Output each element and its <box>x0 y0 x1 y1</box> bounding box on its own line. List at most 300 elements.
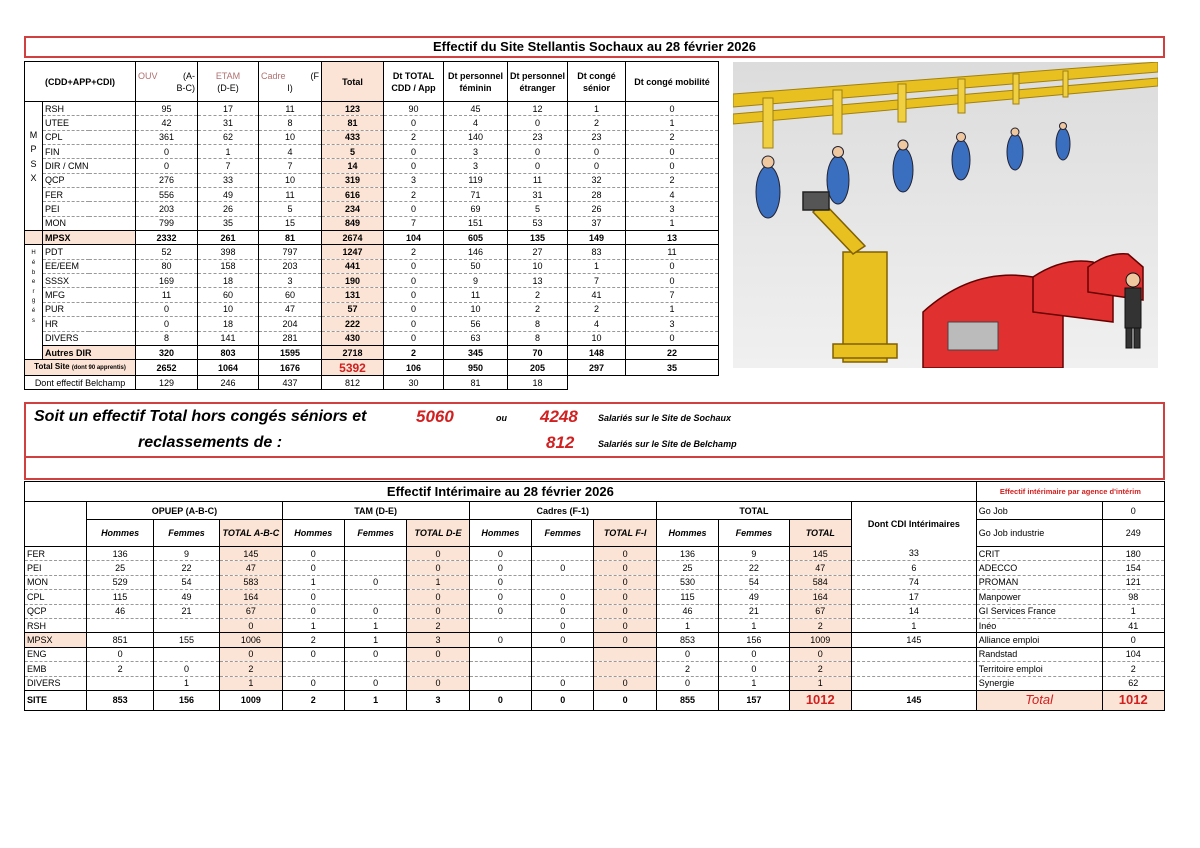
tf-cell <box>344 547 406 561</box>
h-cell: 853 <box>656 633 718 647</box>
group-letter: b <box>31 269 36 276</box>
oh-cell: 25 <box>87 561 153 575</box>
ot-cell: 1 <box>220 676 282 690</box>
all-total: TOTAL <box>789 520 851 547</box>
table-row <box>25 604 1165 618</box>
fem-cell: 63 <box>444 331 508 345</box>
ct-cell: 0 <box>594 590 656 604</box>
sen-cell: 28 <box>568 188 626 202</box>
cadre-cell: 1676 <box>259 360 322 376</box>
dept-cell: RSH <box>25 618 87 632</box>
cdi-cell <box>851 647 976 661</box>
etr-cell: 31 <box>508 188 568 202</box>
cdd-cell: 2 <box>384 245 444 259</box>
opuep-group: OPUEP (A-B-C) <box>87 502 282 520</box>
cadre-cell: 437 <box>259 376 322 390</box>
cdi-cell: 33 <box>851 547 976 561</box>
cdi-cell: 74 <box>851 575 976 589</box>
cdd-cell: 90 <box>384 102 444 116</box>
dept-cell: CPL <box>43 130 136 144</box>
cdi-group: Dont CDI Intérimaires <box>851 502 976 547</box>
t-cell: 164 <box>789 590 851 604</box>
cadre-cell: 15 <box>259 216 322 230</box>
empty-cell <box>568 376 719 390</box>
t-cell: 0 <box>789 647 851 661</box>
dept-cell: Autres DIR <box>43 345 136 359</box>
ot-cell: 67 <box>220 604 282 618</box>
agency-name: Inéo <box>976 618 1102 632</box>
sen-cell: 23 <box>568 130 626 144</box>
fem-cell: 119 <box>444 173 508 187</box>
fem-cell: 3 <box>444 145 508 159</box>
ouv-cell: 8 <box>136 331 198 345</box>
table-row <box>25 317 719 331</box>
cadre-header: Cadre (F I) <box>259 62 322 102</box>
oh-cell: 529 <box>87 575 153 589</box>
group-letter: r <box>32 288 35 295</box>
cadre-cell: 7 <box>259 159 322 173</box>
fem-cell: 45 <box>444 102 508 116</box>
table-row <box>25 159 719 173</box>
cadres-men: Hommes <box>469 520 531 547</box>
dept-cell: ENG <box>25 647 87 661</box>
tt-cell: 0 <box>407 676 469 690</box>
tf-cell <box>344 590 406 604</box>
cadre-cell: 81 <box>259 231 322 245</box>
agency-count: 2 <box>1102 662 1164 676</box>
ch-cell <box>469 662 531 676</box>
tf-cell: 0 <box>344 604 406 618</box>
th-cell: 1 <box>282 618 344 632</box>
sen-cell: 0 <box>568 159 626 173</box>
group-letter: S <box>30 158 37 169</box>
cdd-cell: 104 <box>384 231 444 245</box>
ch-cell: 0 <box>469 561 531 575</box>
tf-cell <box>344 561 406 575</box>
cdd-cell: 0 <box>384 145 444 159</box>
ct-cell: 0 <box>594 547 656 561</box>
table-row <box>25 245 719 259</box>
etr-cell: 11 <box>508 173 568 187</box>
cadre-cell: 3 <box>259 274 322 288</box>
total-cell: 5392 <box>322 360 384 376</box>
total-cell: 319 <box>322 173 384 187</box>
tf-cell: 1 <box>344 633 406 647</box>
of-cell: 21 <box>153 604 219 618</box>
fem-cell: 56 <box>444 317 508 331</box>
sen-cell: 0 <box>568 145 626 159</box>
cf-cell: 0 <box>532 633 594 647</box>
agency-name: ADECCO <box>976 561 1102 575</box>
dept-cell: DIVERS <box>43 331 136 345</box>
ouv-cell: 52 <box>136 245 198 259</box>
total-cell: 123 <box>322 102 384 116</box>
th-cell: 0 <box>282 590 344 604</box>
f-cell: 156 <box>719 633 789 647</box>
fem-cell: 10 <box>444 302 508 316</box>
ch-cell: 0 <box>469 575 531 589</box>
agency-total-label: Total <box>976 690 1102 710</box>
mob-cell: 22 <box>626 345 719 359</box>
mob-cell: 0 <box>626 274 719 288</box>
agency-name: GI Services France <box>976 604 1102 618</box>
cadre-cell: 203 <box>259 259 322 273</box>
t-cell: 1 <box>789 676 851 690</box>
cdd-cell: 7 <box>384 216 444 230</box>
th-cell: 0 <box>282 676 344 690</box>
foreign-header: Dt personnel étranger <box>508 62 568 102</box>
ouv-cell: 0 <box>136 145 198 159</box>
sen-cell: 149 <box>568 231 626 245</box>
interim-title-row <box>25 482 1165 502</box>
of-cell: 49 <box>153 590 219 604</box>
table-row <box>25 345 719 359</box>
f-cell: 49 <box>719 590 789 604</box>
cadre-cell: 8 <box>259 116 322 130</box>
group-letter: X <box>30 173 37 184</box>
summary-or: ou <box>496 413 507 423</box>
ouv-cell: 2332 <box>136 231 198 245</box>
ouv-cell: 799 <box>136 216 198 230</box>
tam-group: TAM (D-E) <box>282 502 469 520</box>
etr-cell: 205 <box>508 360 568 376</box>
cdd-header: Dt TOTAL CDD / App <box>384 62 444 102</box>
sen-cell: 148 <box>568 345 626 359</box>
agency-count: 41 <box>1102 618 1164 632</box>
t-cell: 1012 <box>789 690 851 710</box>
etam-cell: 49 <box>198 188 259 202</box>
mob-cell: 3 <box>626 202 719 216</box>
t-cell: 2 <box>789 618 851 632</box>
of-cell <box>153 647 219 661</box>
cdi-cell: 145 <box>851 633 976 647</box>
sen-cell: 297 <box>568 360 626 376</box>
fem-cell: 81 <box>444 376 508 390</box>
ot-cell: 2 <box>220 662 282 676</box>
etr-cell: 70 <box>508 345 568 359</box>
dept-cell: MON <box>25 575 87 589</box>
tf-cell: 0 <box>344 575 406 589</box>
total-cell: 849 <box>322 216 384 230</box>
sen-cell: 7 <box>568 274 626 288</box>
of-cell: 9 <box>153 547 219 561</box>
etam-cell: 26 <box>198 202 259 216</box>
all-men: Hommes <box>656 520 718 547</box>
etr-cell: 10 <box>508 259 568 273</box>
ouv-cell: 95 <box>136 102 198 116</box>
cdd-cell: 2 <box>384 130 444 144</box>
fem-cell: 69 <box>444 202 508 216</box>
sen-cell: 32 <box>568 173 626 187</box>
total-cell: 433 <box>322 130 384 144</box>
sen-cell: 1 <box>568 259 626 273</box>
sochaux-value: 4248 <box>540 407 578 426</box>
agency-count: 249 <box>1102 520 1164 547</box>
assembly-line-cartoon <box>733 62 1158 368</box>
agency-count: 121 <box>1102 575 1164 589</box>
total-cell: 430 <box>322 331 384 345</box>
tf-cell: 1 <box>344 690 406 710</box>
cf-cell <box>532 575 594 589</box>
of-cell: 156 <box>153 690 219 710</box>
ouv-cell: 80 <box>136 259 198 273</box>
ct-cell: 0 <box>594 575 656 589</box>
t-cell: 47 <box>789 561 851 575</box>
cf-cell <box>532 662 594 676</box>
mob-cell: 11 <box>626 245 719 259</box>
agency-name: PROMAN <box>976 575 1102 589</box>
cf-cell: 0 <box>532 618 594 632</box>
tt-cell: 0 <box>407 604 469 618</box>
oh-cell: 2 <box>87 662 153 676</box>
mob-cell: 1 <box>626 116 719 130</box>
tt-cell: 2 <box>407 618 469 632</box>
of-cell <box>153 618 219 632</box>
cf-cell: 0 <box>532 690 594 710</box>
page-title: Effectif du Site Stellantis Sochaux au 28 février 2026 <box>24 36 1165 58</box>
dept-cell: CPL <box>25 590 87 604</box>
total-cell: 222 <box>322 317 384 331</box>
mob-cell: 2 <box>626 173 719 187</box>
dept-cell: MPSX <box>43 231 136 245</box>
table-row <box>25 302 719 316</box>
fem-cell: 151 <box>444 216 508 230</box>
etr-cell: 135 <box>508 231 568 245</box>
f-cell: 54 <box>719 575 789 589</box>
th-cell <box>282 662 344 676</box>
agency-name: Alliance emploi <box>976 633 1102 647</box>
ouv-cell: 0 <box>136 302 198 316</box>
interim-sub-row <box>25 520 1165 547</box>
f-cell: 157 <box>719 690 789 710</box>
cadre-cell: 10 <box>259 173 322 187</box>
cadre-cell: 5 <box>259 202 322 216</box>
total-cell: 14 <box>322 159 384 173</box>
agency-count: 180 <box>1102 547 1164 561</box>
total-cell: 131 <box>322 288 384 302</box>
ch-cell: 0 <box>469 633 531 647</box>
belchamp-label: Dont effectif Belchamp <box>25 376 136 390</box>
ch-cell: 0 <box>469 690 531 710</box>
ch-cell <box>469 676 531 690</box>
etr-cell: 8 <box>508 317 568 331</box>
etam-cell: 1064 <box>198 360 259 376</box>
total-cell: 234 <box>322 202 384 216</box>
sen-cell: 1 <box>568 102 626 116</box>
dept-cell: EE/EEM <box>43 259 136 273</box>
dept-cell: PDT <box>43 245 136 259</box>
belchamp-label: Salariés sur le Site de Belchamp <box>598 439 737 449</box>
cdd-cell: 3 <box>384 173 444 187</box>
fem-cell: 950 <box>444 360 508 376</box>
total-cell: 81 <box>322 116 384 130</box>
ouv-cell: 0 <box>136 317 198 331</box>
mob-cell: 2 <box>626 130 719 144</box>
etr-cell: 23 <box>508 130 568 144</box>
th-cell: 0 <box>282 604 344 618</box>
group-letter: é <box>31 260 36 267</box>
t-cell: 584 <box>789 575 851 589</box>
dept-cell: MFG <box>43 288 136 302</box>
dept-cell: UTEE <box>43 116 136 130</box>
total-cell: 5 <box>322 145 384 159</box>
ouv-cell: 0 <box>136 159 198 173</box>
female-header: Dt personnel féminin <box>444 62 508 102</box>
h-cell: 25 <box>656 561 718 575</box>
oh-cell: 0 <box>87 647 153 661</box>
agency-count: 0 <box>1102 633 1164 647</box>
agency-count: 1 <box>1102 604 1164 618</box>
cdi-cell: 17 <box>851 590 976 604</box>
belchamp-row <box>25 376 719 390</box>
cadre-cell: 797 <box>259 245 322 259</box>
total-cell: 57 <box>322 302 384 316</box>
cadre-cell: 4 <box>259 145 322 159</box>
fem-cell: 71 <box>444 188 508 202</box>
oh-cell: 115 <box>87 590 153 604</box>
summary-total-value: 5060 <box>416 407 454 426</box>
total-cell: 2674 <box>322 231 384 245</box>
ct-cell: 0 <box>594 690 656 710</box>
opuep-total: TOTAL A-B-C <box>220 520 282 547</box>
sen-cell: 41 <box>568 288 626 302</box>
cadres-total: TOTAL F-I <box>594 520 656 547</box>
group-letter: e <box>31 279 36 286</box>
fem-cell: 9 <box>444 274 508 288</box>
workforce-table <box>24 61 719 390</box>
ot-cell: 0 <box>220 647 282 661</box>
agency-title: Effectif intérimaire par agence d'intérim <box>976 482 1164 502</box>
table-header-row <box>25 62 719 102</box>
cf-cell <box>532 547 594 561</box>
f-cell: 9 <box>719 547 789 561</box>
cadres-group: Cadres (F-1) <box>469 502 656 520</box>
of-cell: 0 <box>153 662 219 676</box>
agency-count: 98 <box>1102 590 1164 604</box>
th-cell: 2 <box>282 633 344 647</box>
h-cell: 115 <box>656 590 718 604</box>
cdd-cell: 30 <box>384 376 444 390</box>
summary-spacer <box>24 456 1165 480</box>
etam-cell: 35 <box>198 216 259 230</box>
h-cell: 1 <box>656 618 718 632</box>
dept-cell: DIVERS <box>25 676 87 690</box>
total-header: Total <box>322 62 384 102</box>
ouv-cell: 276 <box>136 173 198 187</box>
site-total-label: Total Site (dont 90 apprentis) <box>25 360 136 376</box>
etam-cell: 31 <box>198 116 259 130</box>
cdi-cell: 6 <box>851 561 976 575</box>
table-row <box>25 633 1165 647</box>
etr-cell: 2 <box>508 302 568 316</box>
cdi-cell <box>851 662 976 676</box>
dept-cell: RSH <box>43 102 136 116</box>
total-cell: 441 <box>322 259 384 273</box>
oh-cell: 136 <box>87 547 153 561</box>
cdd-cell: 0 <box>384 116 444 130</box>
mob-cell: 0 <box>626 259 719 273</box>
total-cell: 2718 <box>322 345 384 359</box>
mob-cell: 4 <box>626 188 719 202</box>
h-cell: 0 <box>656 647 718 661</box>
site-total-row <box>25 360 719 376</box>
ot-cell: 1009 <box>220 690 282 710</box>
sen-cell: 37 <box>568 216 626 230</box>
ouv-cell: 129 <box>136 376 198 390</box>
oh-cell <box>87 618 153 632</box>
cf-cell: 0 <box>532 604 594 618</box>
agency-count: 0 <box>1102 502 1164 520</box>
agency-count: 154 <box>1102 561 1164 575</box>
summary-box <box>24 402 1165 458</box>
tt-cell: 0 <box>407 561 469 575</box>
fem-cell: 140 <box>444 130 508 144</box>
agency-count: 104 <box>1102 647 1164 661</box>
oh-cell <box>87 676 153 690</box>
ct-cell: 0 <box>594 676 656 690</box>
oh-cell: 851 <box>87 633 153 647</box>
etr-cell: 2 <box>508 288 568 302</box>
cf-cell <box>532 647 594 661</box>
dept-cell: PEI <box>43 202 136 216</box>
table-row <box>25 561 1165 575</box>
cdd-cell: 0 <box>384 288 444 302</box>
table-row <box>25 618 1165 632</box>
tf-cell: 0 <box>344 676 406 690</box>
cadre-cell: 204 <box>259 317 322 331</box>
ct-cell <box>594 662 656 676</box>
cadre-cell: 60 <box>259 288 322 302</box>
senior-leave-header: Dt congé sénior <box>568 62 626 102</box>
agency-name: Territoire emploi <box>976 662 1102 676</box>
tt-cell: 3 <box>407 690 469 710</box>
cdd-cell: 0 <box>384 331 444 345</box>
agency-name: Go Job industrie <box>976 520 1102 547</box>
blank-corner <box>25 502 87 547</box>
interim-table <box>24 481 1165 711</box>
fem-cell: 3 <box>444 159 508 173</box>
scope-header: (CDD+APP+CDI) <box>25 62 136 102</box>
th-cell: 0 <box>282 561 344 575</box>
ch-cell: 0 <box>469 547 531 561</box>
ch-cell: 0 <box>469 590 531 604</box>
cdd-cell: 0 <box>384 317 444 331</box>
cdi-cell <box>851 676 976 690</box>
f-cell: 1 <box>719 676 789 690</box>
h-cell: 2 <box>656 662 718 676</box>
cdd-cell: 0 <box>384 259 444 273</box>
mob-cell: 0 <box>626 331 719 345</box>
sochaux-label: Salariés sur le Site de Sochaux <box>598 413 732 423</box>
sen-cell: 2 <box>568 116 626 130</box>
site-total-row <box>25 690 1165 710</box>
table-row <box>25 231 719 245</box>
h-cell: 0 <box>656 676 718 690</box>
interim-group-row <box>25 502 1165 520</box>
mobility-leave-header: Dt congé mobilité <box>626 62 719 102</box>
f-cell: 1 <box>719 618 789 632</box>
ouv-cell: 2652 <box>136 360 198 376</box>
cdd-cell: 0 <box>384 302 444 316</box>
ouv-cell: 203 <box>136 202 198 216</box>
fem-cell: 345 <box>444 345 508 359</box>
table-row <box>25 130 719 144</box>
group-letter: g <box>31 298 36 305</box>
dept-cell: SSSX <box>43 274 136 288</box>
group-letter: é <box>31 308 36 314</box>
tf-cell <box>344 662 406 676</box>
group-label <box>25 102 43 231</box>
